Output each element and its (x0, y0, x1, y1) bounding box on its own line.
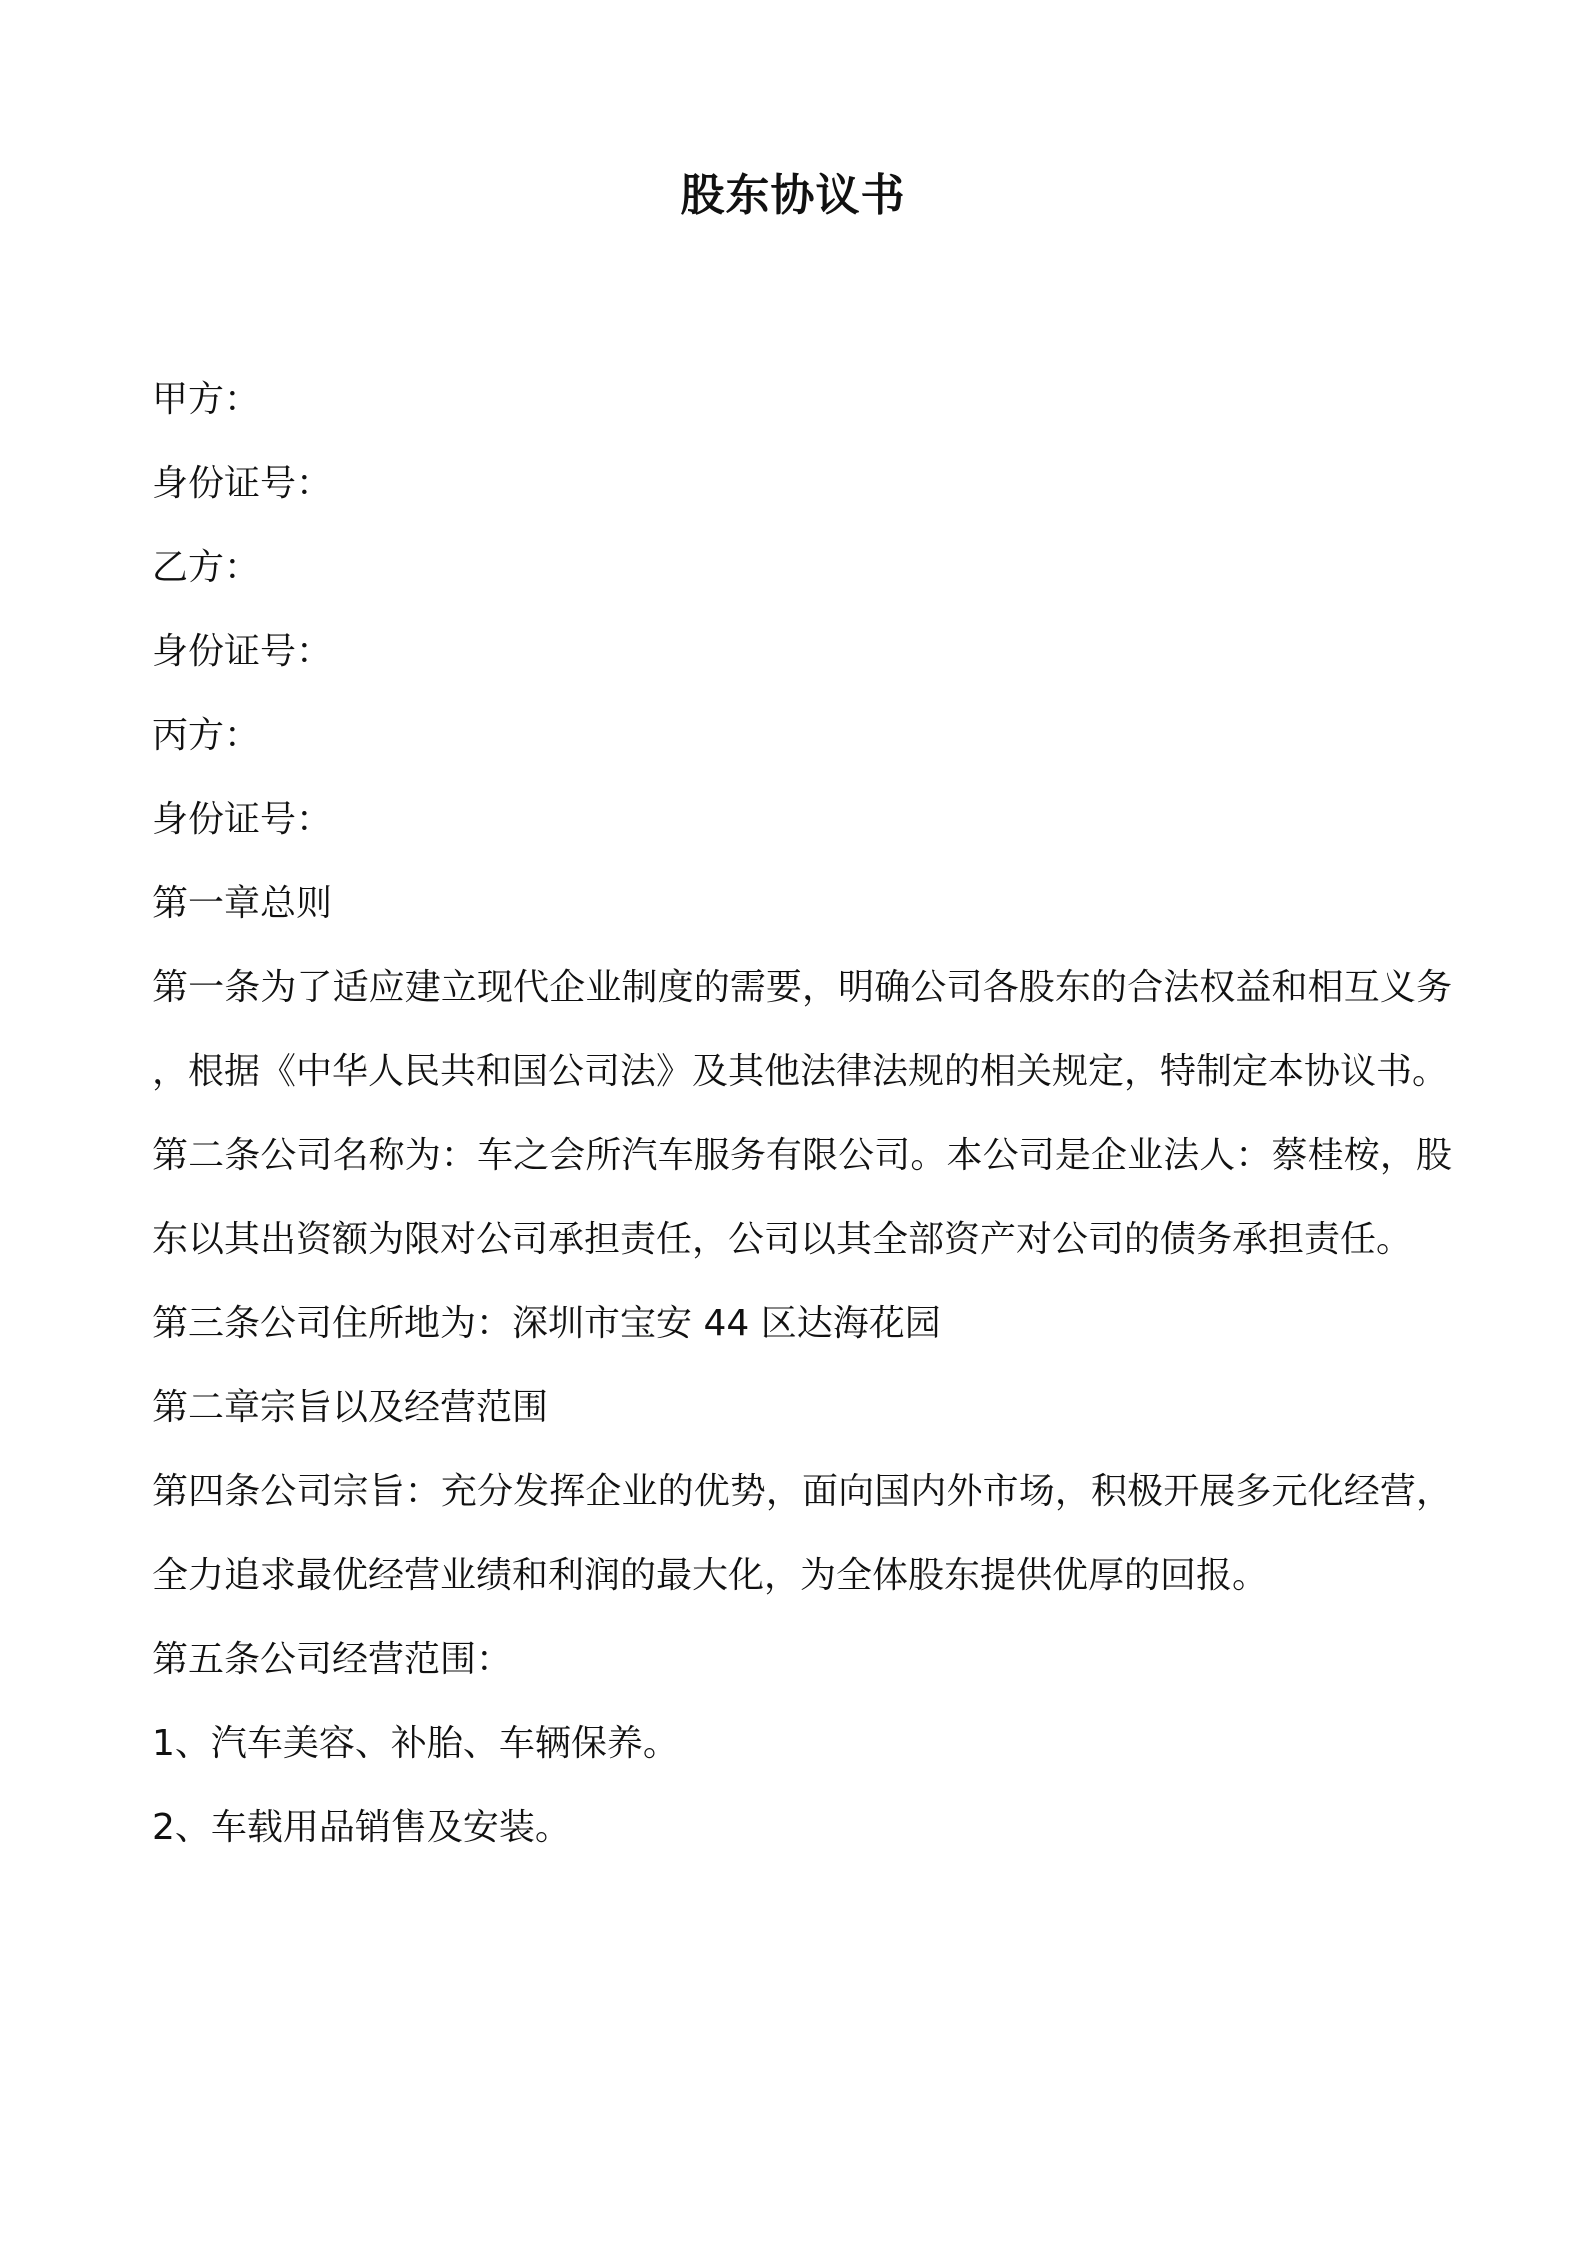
party-b-label: 乙方： (152, 547, 261, 588)
article-1: 第一条为了适应建立现代企业制度的需要，明确公司各股东的合法权益和相互义务，根据《中华人民共和国公司法》及其他法律法规的相关规定，特制定本协议书。 (152, 967, 1452, 1092)
party-a-id-label: 身份证号： (152, 463, 333, 504)
chapter-1-heading: 第一章总则 (152, 883, 333, 924)
scope-item-1: 1、汽车美容、补胎、车辆保养。 (152, 1723, 679, 1764)
article-2: 第二条公司名称为：车之会所汽车服务有限公司。本公司是企业法人：蔡桂桉，股东以其出资额为限对公司承担责任，公司以其全部资产对公司的债务承担责任。 (152, 1135, 1452, 1260)
document-title: 股东协议书 (680, 170, 906, 221)
article-4: 第四条公司宗旨：充分发挥企业的优势，面向国内外市场，积极开展多元化经营，全力追求最优经营业绩和利润的最大化，为全体股东提供优厚的回报。 (152, 1471, 1452, 1596)
article-3: 第三条公司住所地为：深圳市宝安 44 区达海花园 (152, 1303, 941, 1344)
party-c-label: 丙方： (152, 715, 261, 756)
party-a-label: 甲方： (152, 379, 261, 420)
document-body (152, 358, 1452, 1870)
article-5: 第五条公司经营范围： (152, 1639, 513, 1680)
party-b-id-label: 身份证号： (152, 631, 333, 672)
party-c-id-label: 身份证号： (152, 799, 333, 840)
scope-item-2: 2、车载用品销售及安装。 (152, 1807, 571, 1848)
chapter-2-heading: 第二章宗旨以及经营范围 (152, 1387, 549, 1428)
